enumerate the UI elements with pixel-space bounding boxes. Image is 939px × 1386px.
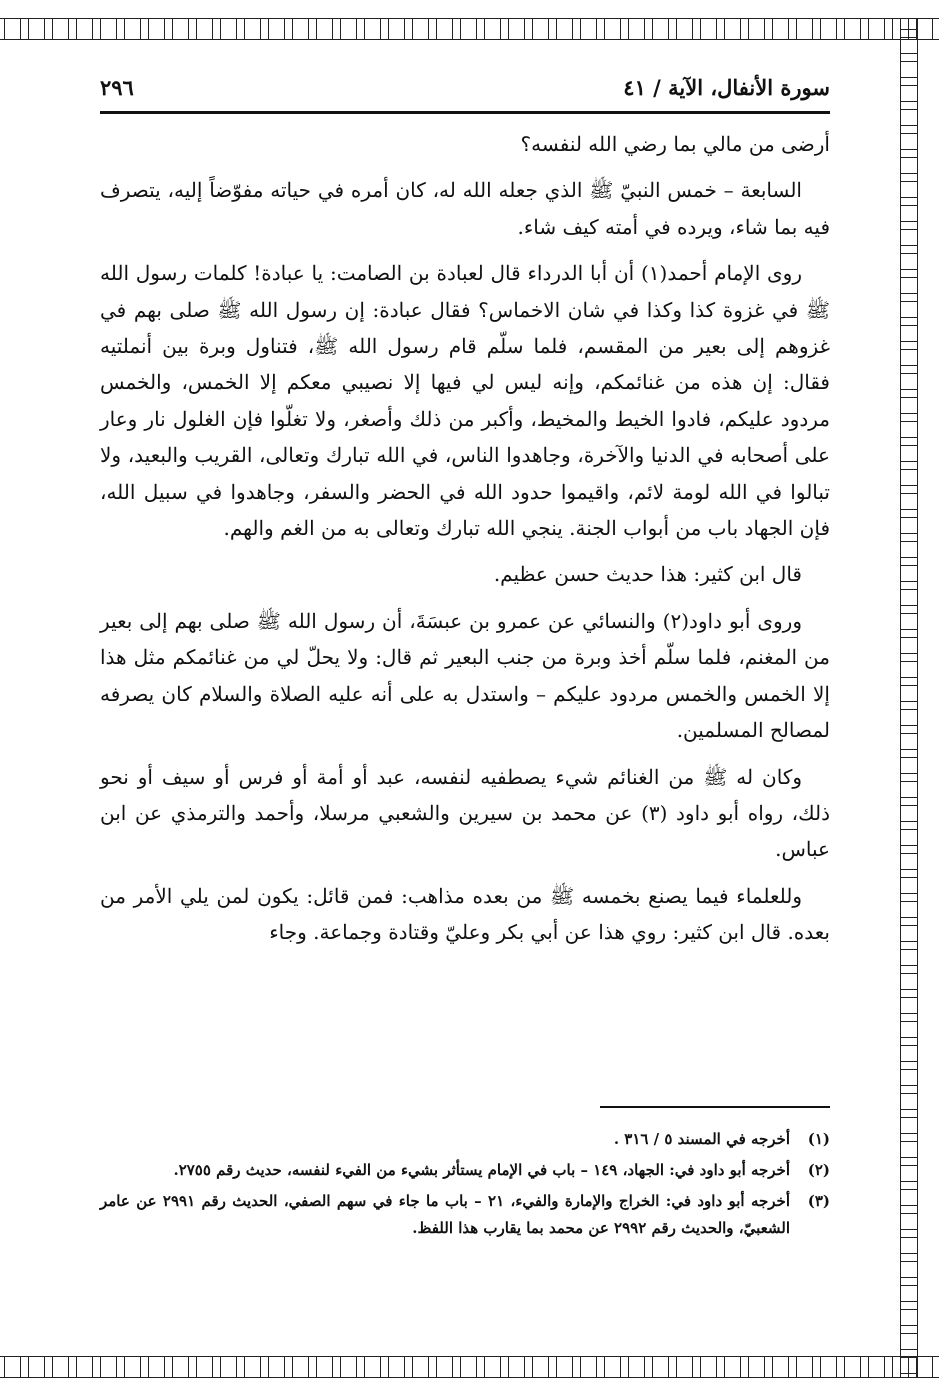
footnote (100, 1126, 830, 1153)
chapter-title: سورة الأنفال، الآية / ٤١ (623, 75, 830, 100)
footnote-text: أخرجه أبو داود في: الجهاد، ١٤٩ – باب في الإمام يستأثر بشيء من الفيء لنفسه، حديث رقم ٢٧٥٥. (173, 1161, 790, 1179)
paragraph: قال ابن كثير: هذا حديث حسن عظيم. (493, 562, 802, 587)
paragraph: وللعلماء فيما يصنع بخمسه ﷺ من بعده مذاهب: فمن قائل: يكون لمن يلي الأمر من بعده. قال ابن كثير: روي هذا عن أبي بكر وعليّ وقتادة وجماعة. وجاء (100, 883, 830, 945)
page (100, 70, 830, 1310)
footnote (100, 1157, 830, 1184)
body-text (100, 126, 830, 951)
page-number: ٢٩٦ (100, 75, 134, 100)
paragraph: أرضى من مالي بما رضي الله لنفسه؟ (520, 132, 830, 156)
paragraph: وروى أبو داود(٢) والنسائي عن عمرو بن عبسَةَ، أن رسول الله ﷺ صلى بهم إلى بعير من المغنم، فلما سلّم أخذ وبرة من جنب البعير ثم قال: ولا يحلّ لي من غنائمكم مثل هذا إلا الخمس والخمس مردود عليكم – واستدل به على أنه عليه الصلاة والسلام كان يصرفه لمصالح المسلمين. (100, 608, 830, 743)
footnotes (100, 1126, 830, 1246)
ornamental-border-bottom (0, 1356, 939, 1378)
footnote-separator (600, 1106, 830, 1108)
footnote-number: (٢) (807, 1161, 830, 1179)
footnote-number: (٣) (807, 1192, 830, 1210)
paragraph: وكان له ﷺ من الغنائم شيء يصطفيه لنفسه، عبد أو أمة أو فرس أو سيف أو نحو ذلك، رواه أبو داود (٣) عن محمد بن سيرين والشعبي مرسلا، وأحمد والترمذي عن ابن عباس. (100, 764, 830, 862)
ornamental-border-right (900, 18, 918, 1378)
footnote-text: أخرجه في المسند ٥ / ٣١٦ . (613, 1130, 790, 1148)
footnote (100, 1188, 830, 1242)
running-header (100, 70, 830, 114)
paragraph: السابعة – خمس النبيّ ﷺ الذي جعله الله له، كان أمره في حياته مفوّضاً إليه، يتصرف فيه بما شاء، ويرده في أمته كيف شاء. (100, 178, 830, 239)
footnote-text: أخرجه أبو داود في: الخراج والإمارة والفيء، ٢١ – باب ما جاء في سهم الصفي، الحديث رقم ٢٩٩١ عن عامر الشعبيّ، والحديث رقم ٢٩٩٢ عن محمد بما يقارب هذا اللفظ. (100, 1192, 790, 1237)
ornamental-border-top (0, 18, 939, 40)
paragraph: روى الإمام أحمد(١) أن أبا الدرداء قال لعبادة بن الصامت: يا عبادة! كلمات رسول الله ﷺ في غزوة كذا وكذا في شان الاخماس؟ فقال عبادة: إن رسول الله ﷺ صلى بهم في غزوهم إلى بعير من المقسم، فلما سلّم قام رسول الله ﷺ، فتناول وبرة بين أنملتيه فقال: إن هذه من غنائمكم، وإنه ليس لي فيها إلا نصيبي معكم إلا الخمس، والخمس مردود عليكم، فادوا الخيط والمخيط، وأكبر من ذلك وأصغر، ولا تغلّوا فإن الغلول نار وعار على أصحابه في الدنيا والآخرة، وجاهدوا الناس، في الله تبارك وتعالى، القريب والبعيد، ولا تبالوا في الله لومة لائم، واقيموا حدود الله في الحضر والسفر، وجاهدوا في سبيل الله، فإن الجهاد باب من أبواب الجنة. ينجي الله تبارك وتعالى به من الغم والهم. (100, 261, 830, 541)
footnote-number: (١) (807, 1130, 830, 1148)
